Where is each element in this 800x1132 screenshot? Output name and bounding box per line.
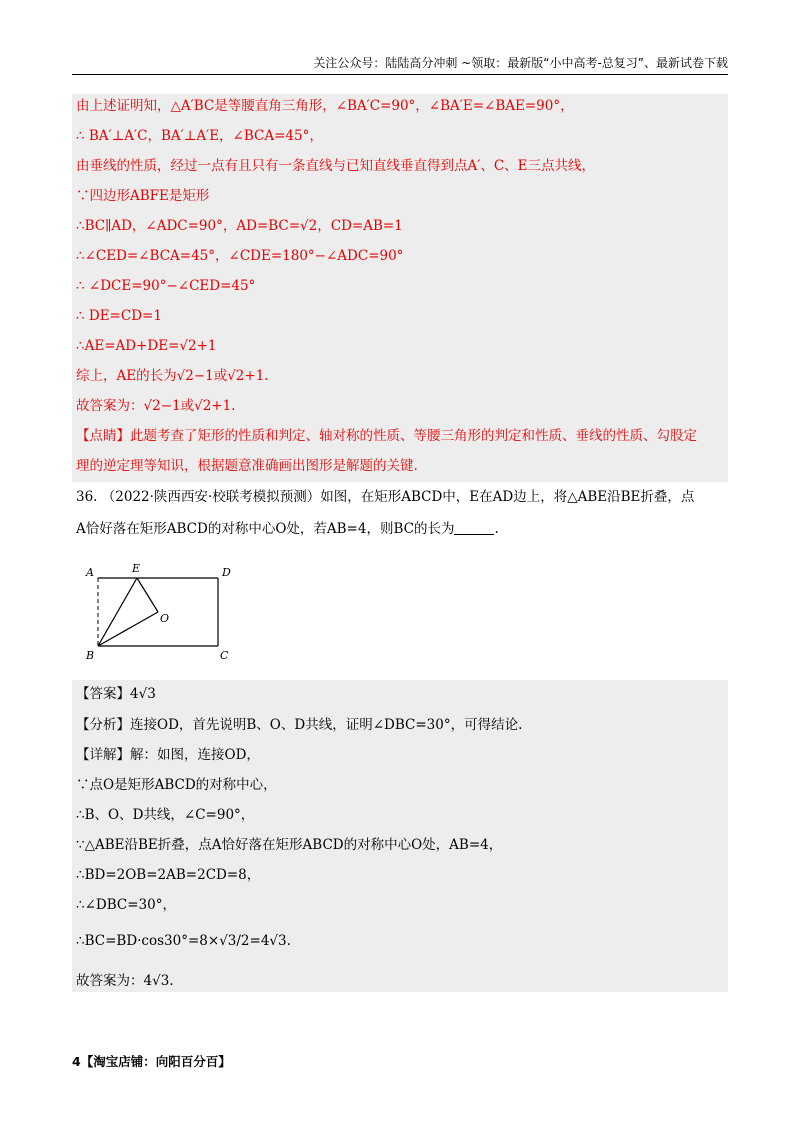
note-line: 【点睛】此题考查了矩形的性质和判定、轴对称的性质、等腰三角形的判定和性质、垂线的性质、勾股定: [76, 428, 697, 444]
detail-line: ∴∠DBC=30°，: [76, 897, 176, 913]
final-answer-line: 故答案为：4√3.: [76, 973, 174, 989]
solution-line: 故答案为：√2−1或√2+1.: [76, 398, 236, 414]
solution-line: ∴AE=AD+DE=√2+1: [76, 338, 217, 354]
answer-line: 【答案】4√3: [76, 686, 156, 702]
segment-bo: [98, 612, 158, 646]
solution-line: ∵四边形ABFE是矩形: [76, 188, 210, 204]
solution-line: ∴BC∥AD，∠ADC=90°，AD=BC=√2，CD=AB=1: [76, 218, 403, 234]
solution-line: 由上述证明知，△A′BC是等腰直角三角形，∠BA′C=90°，∠BA′E=∠BAE=90°，: [76, 98, 574, 114]
detail-line: ∴BC=BD·cos30°=8×√3/2=4√3.: [76, 933, 291, 949]
page-footer: 4【淘宝店铺：向阳百分百】: [72, 1054, 231, 1069]
note-line: 理的逆定理等知识，根据题意准确画出图形是解题的关键.: [76, 458, 418, 474]
label-c: C: [220, 649, 229, 662]
segment-eo: [137, 578, 158, 612]
detail-line: ∴BD=2OB=2AB=2CD=8，: [76, 867, 261, 883]
answer-blank: [454, 522, 494, 535]
segment-be: [98, 578, 137, 646]
detail-line: ∵点O是矩形ABCD的对称中心，: [76, 777, 277, 793]
solution-line: 由垂线的性质，经过一点有且只有一条直线与已知直线垂直得到点A′、C、E三点共线，: [76, 158, 595, 174]
question-line: [76, 520, 726, 538]
solution-line: ∴ BA′⊥A′C，BA′⊥A′E，∠BCA=45°，: [76, 128, 323, 144]
question-end: .: [494, 521, 499, 537]
rectangle-figure: [80, 560, 240, 666]
analysis-line: 【分析】连接OD，首先说明B、O、D共线，证明∠DBC=30°，可得结论.: [76, 717, 523, 733]
label-e: E: [132, 562, 141, 575]
label-o: O: [160, 612, 170, 625]
question-text: A恰好落在矩形ABCD的对称中心O处，若AB=4，则BC的长为: [76, 521, 455, 537]
solution-line: 综上，AE的长为√2−1或√2+1.: [76, 368, 269, 384]
label-d: D: [222, 566, 231, 579]
solution-line: ∴ ∠DCE=90°−∠CED=45°: [76, 278, 256, 294]
detail-line: 【详解】解：如图，连接OD，: [76, 747, 260, 763]
detail-line: ∴B、O、D共线，∠C=90°，: [76, 807, 255, 823]
question-line: 36. （2022·陕西西安·校联考模拟预测）如图，在矩形ABCD中，E在AD边上，将△ABE沿BE折叠，点: [76, 489, 695, 505]
label-b: B: [86, 649, 95, 662]
solution-line: ∴ DE=CD=1: [76, 308, 162, 324]
label-a: A: [86, 566, 94, 579]
page-header: 关注公众号：陆陆高分冲刺 ~领取：最新版“小中高考-总复习”、最新试卷下载: [72, 56, 728, 75]
solution-line: ∴∠CED=∠BCA=45°，∠CDE=180°−∠ADC=90°: [76, 248, 404, 264]
detail-line: ∵△ABE沿BE折叠，点A恰好落在矩形ABCD的对称中心O处，AB=4，: [76, 837, 503, 853]
